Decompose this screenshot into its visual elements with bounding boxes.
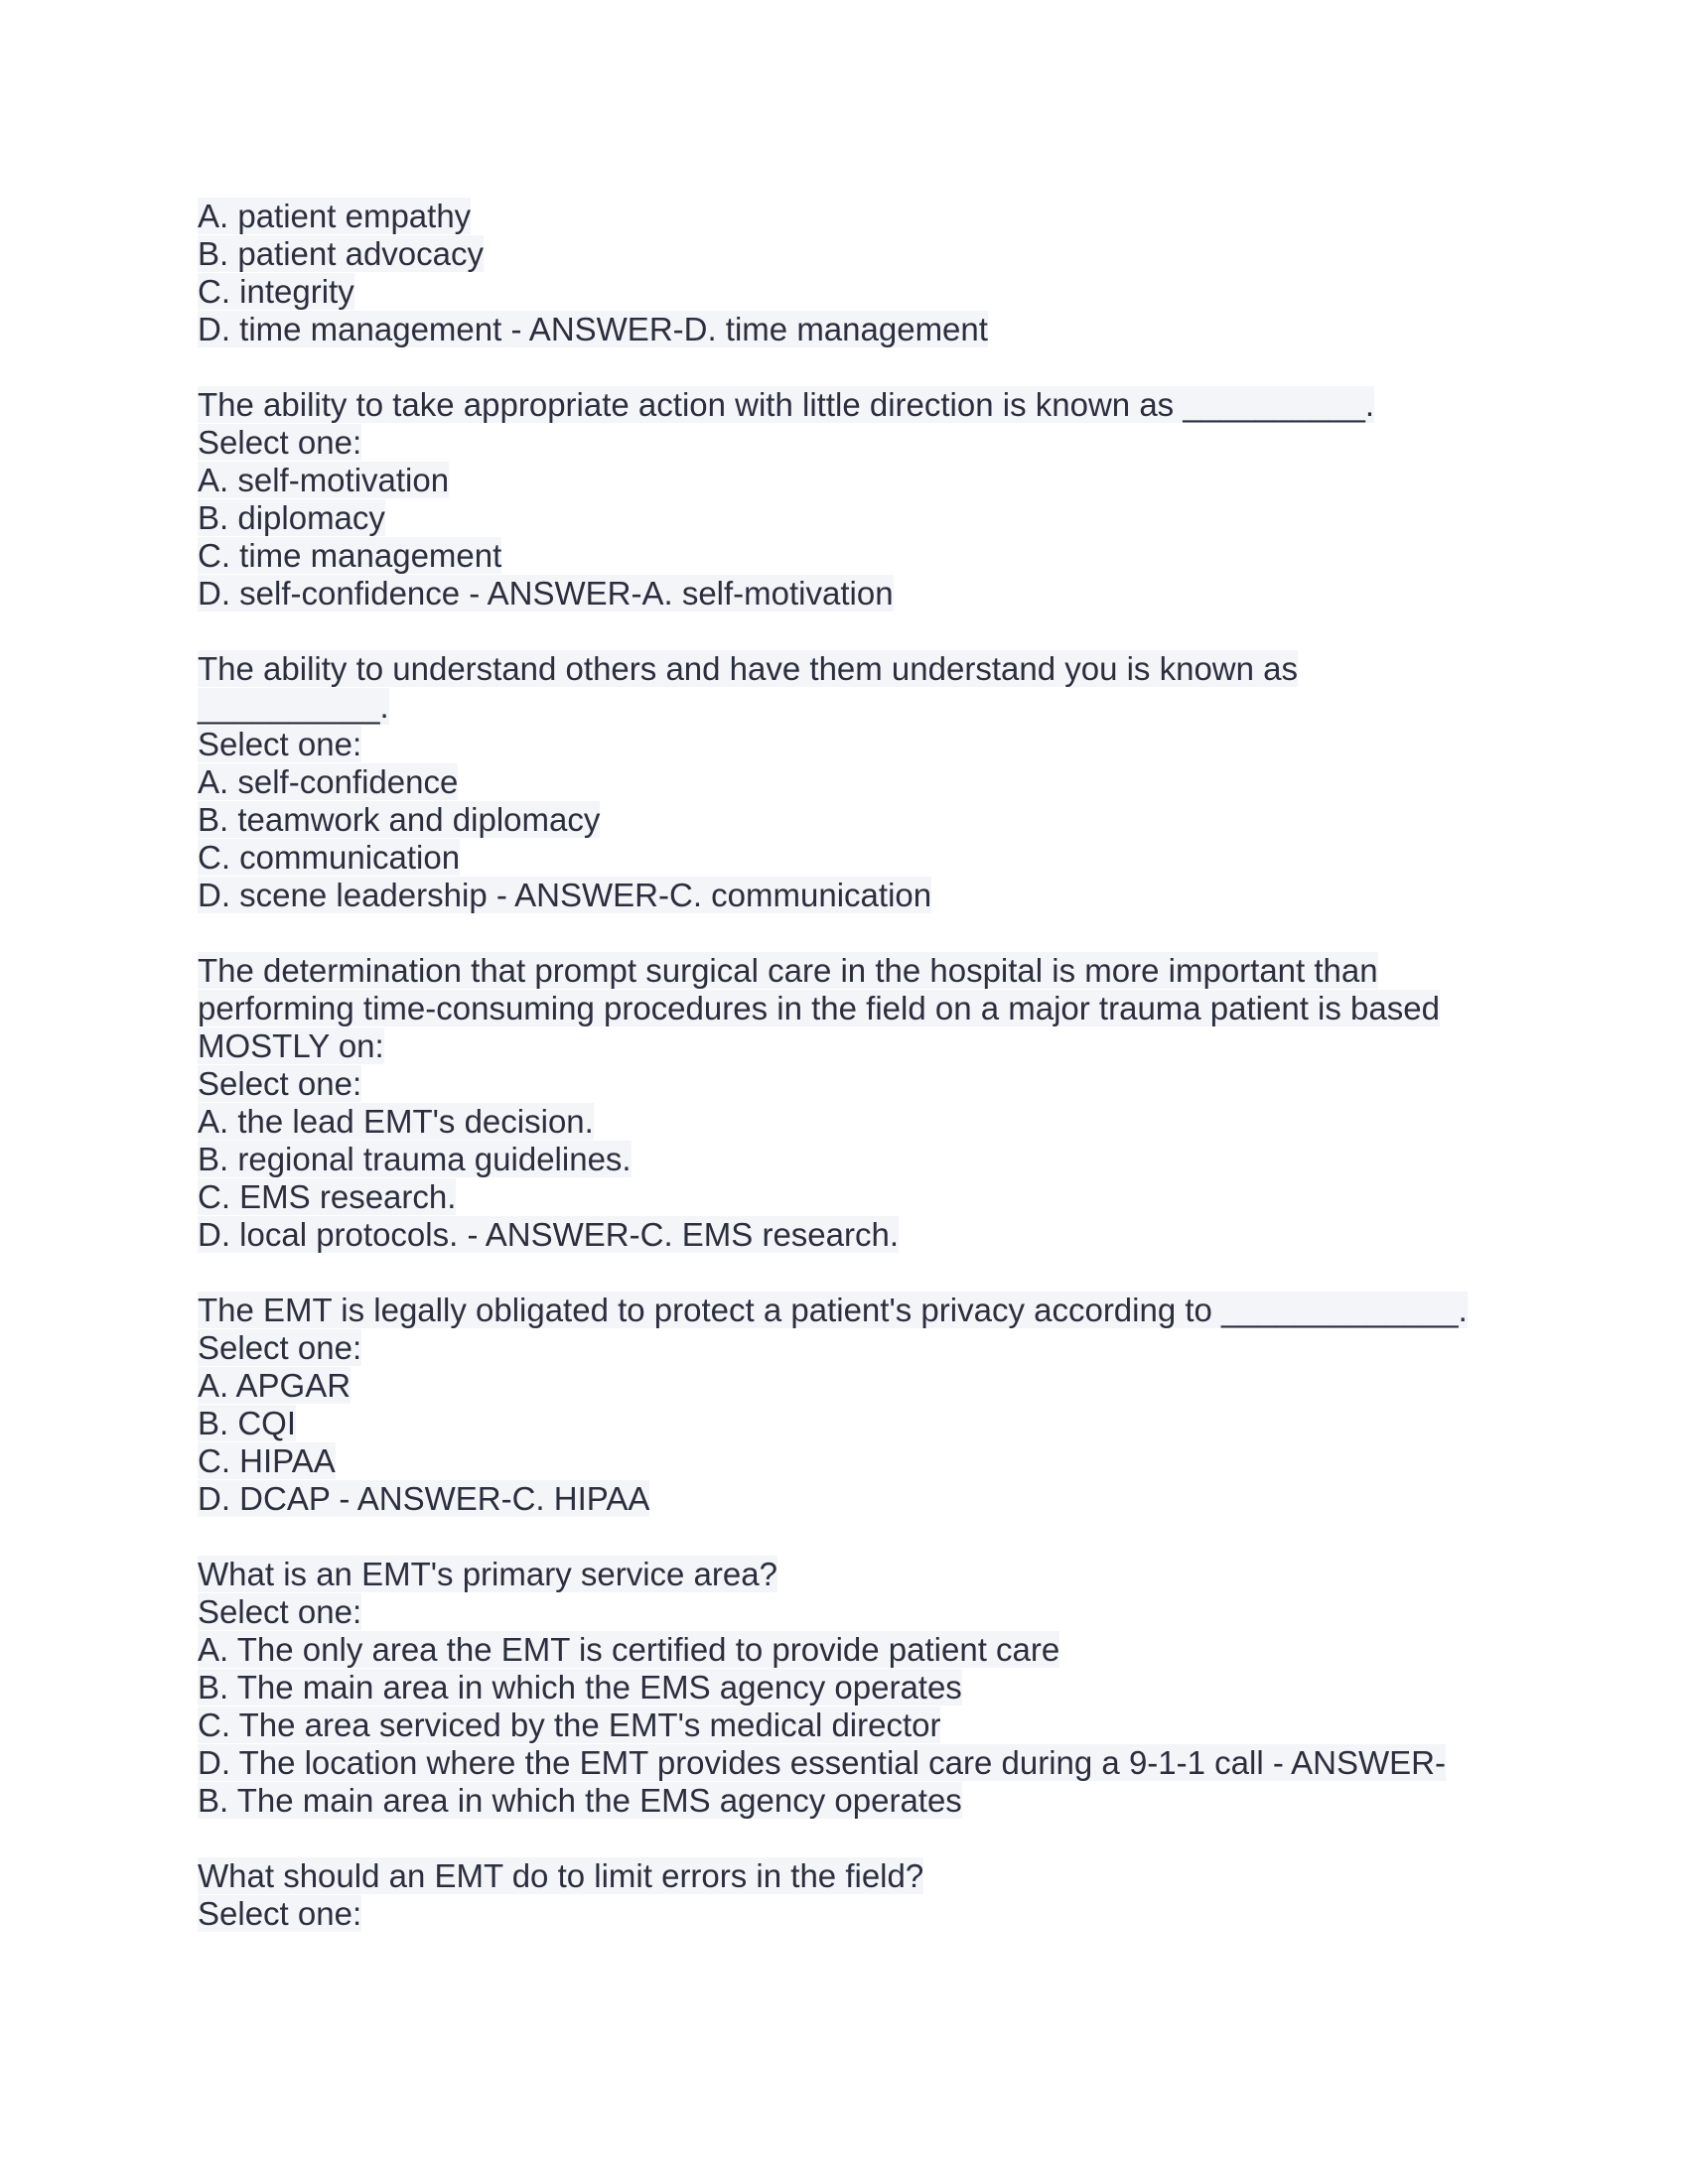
- text-line: [198, 1027, 1508, 1065]
- text-line: [198, 1329, 1508, 1367]
- text-line: [198, 1367, 1508, 1405]
- text-line-content: What should an EMT do to limit errors in the field?: [198, 1857, 924, 1894]
- text-line: [198, 273, 1508, 311]
- text-line-content: Select one:: [198, 1065, 362, 1102]
- question-block: [198, 386, 1508, 613]
- text-line-content: The ability to understand others and have them understand you is known as: [198, 650, 1299, 687]
- text-line: [198, 537, 1508, 575]
- text-line-content: A. The only area the EMT is certified to provide patient care: [198, 1631, 1060, 1668]
- text-line-content: B. The main area in which the EMS agency operates: [198, 1669, 962, 1706]
- text-line: [198, 499, 1508, 537]
- text-line-content: __________.: [198, 688, 389, 725]
- text-line-content: C. EMS research.: [198, 1178, 457, 1215]
- text-line: [198, 877, 1508, 914]
- text-line-content: The EMT is legally obligated to protect a patient's privacy according to _____________.: [198, 1292, 1468, 1328]
- text-line-content: C. The area serviced by the EMT's medical director: [198, 1706, 941, 1743]
- text-line-content: D. self-confidence - ANSWER-A. self-motivation: [198, 575, 894, 612]
- text-line: [198, 1178, 1508, 1216]
- text-line: [198, 1405, 1508, 1442]
- text-line-content: What is an EMT's primary service area?: [198, 1556, 777, 1592]
- question-block: [198, 1556, 1508, 1820]
- text-line: [198, 1556, 1508, 1593]
- text-line: [198, 1857, 1508, 1895]
- text-line-content: A. the lead EMT's decision.: [198, 1103, 594, 1140]
- text-line-content: C. integrity: [198, 273, 354, 310]
- text-line-content: C. communication: [198, 839, 461, 876]
- text-line: [198, 1216, 1508, 1254]
- blank-line: [198, 1254, 1508, 1292]
- text-line-content: A. self-motivation: [198, 462, 450, 498]
- blank-line: [198, 914, 1508, 952]
- text-line: [198, 688, 1508, 726]
- text-line: [198, 650, 1508, 688]
- question-block: [198, 198, 1508, 348]
- text-line: [198, 575, 1508, 613]
- text-line: [198, 1706, 1508, 1744]
- text-line-content: Select one:: [198, 1329, 362, 1366]
- text-line-content: C. time management: [198, 537, 502, 574]
- text-line: [198, 726, 1508, 763]
- text-line-content: A. self-confidence: [198, 763, 459, 800]
- blank-line: [198, 613, 1508, 650]
- question-block: [198, 650, 1508, 914]
- text-line: [198, 1895, 1508, 1933]
- text-line-content: Select one:: [198, 424, 362, 461]
- text-line-content: C. HIPAA: [198, 1442, 336, 1479]
- text-line-content: The ability to take appropriate action with little direction is known as __________.: [198, 386, 1375, 423]
- text-line-content: Select one:: [198, 1895, 362, 1932]
- text-line-content: D. DCAP - ANSWER-C. HIPAA: [198, 1480, 650, 1517]
- text-line: [198, 1669, 1508, 1706]
- text-line: [198, 1480, 1508, 1518]
- text-line: [198, 424, 1508, 462]
- text-line: [198, 462, 1508, 499]
- text-line: [198, 1141, 1508, 1178]
- text-line: [198, 1744, 1508, 1782]
- text-line-content: D. local protocols. - ANSWER-C. EMS research.: [198, 1216, 900, 1253]
- text-line-content: A. APGAR: [198, 1367, 352, 1404]
- text-line: [198, 235, 1508, 273]
- text-line: [198, 1782, 1508, 1820]
- text-line-content: A. patient empathy: [198, 198, 472, 234]
- question-block: [198, 952, 1508, 1254]
- text-line: [198, 952, 1508, 990]
- text-line-content: B. The main area in which the EMS agency operates: [198, 1782, 962, 1819]
- text-line: [198, 198, 1508, 235]
- text-line: [198, 1292, 1508, 1329]
- text-line-content: Select one:: [198, 726, 362, 762]
- text-line: [198, 763, 1508, 801]
- question-block: [198, 1857, 1508, 1933]
- question-block: [198, 1292, 1508, 1518]
- text-line-content: B. diplomacy: [198, 499, 385, 536]
- blank-line: [198, 1518, 1508, 1556]
- blank-line: [198, 1820, 1508, 1857]
- text-line: [198, 1065, 1508, 1103]
- text-line-content: D. scene leadership - ANSWER-C. communication: [198, 877, 932, 913]
- document-page: [198, 198, 1508, 1933]
- text-line: [198, 1442, 1508, 1480]
- text-line: [198, 1103, 1508, 1141]
- text-line: [198, 1593, 1508, 1631]
- text-line-content: MOSTLY on:: [198, 1027, 384, 1064]
- text-line-content: B. regional trauma guidelines.: [198, 1141, 632, 1177]
- text-line: [198, 386, 1508, 424]
- text-line-content: B. CQI: [198, 1405, 297, 1441]
- text-line-content: performing time-consuming procedures in the field on a major trauma patient is based: [198, 990, 1440, 1026]
- text-line-content: B. teamwork and diplomacy: [198, 801, 601, 838]
- text-line-content: The determination that prompt surgical care in the hospital is more important than: [198, 952, 1378, 989]
- blank-line: [198, 348, 1508, 386]
- text-line-content: Select one:: [198, 1593, 362, 1630]
- text-line: [198, 801, 1508, 839]
- text-line: [198, 990, 1508, 1027]
- text-line: [198, 1631, 1508, 1669]
- text-line: [198, 839, 1508, 877]
- text-line-content: B. patient advocacy: [198, 235, 485, 272]
- text-line-content: D. time management - ANSWER-D. time management: [198, 311, 988, 347]
- text-line: [198, 311, 1508, 348]
- text-line-content: D. The location where the EMT provides essential care during a 9-1-1 call - ANSWER-: [198, 1744, 1446, 1781]
